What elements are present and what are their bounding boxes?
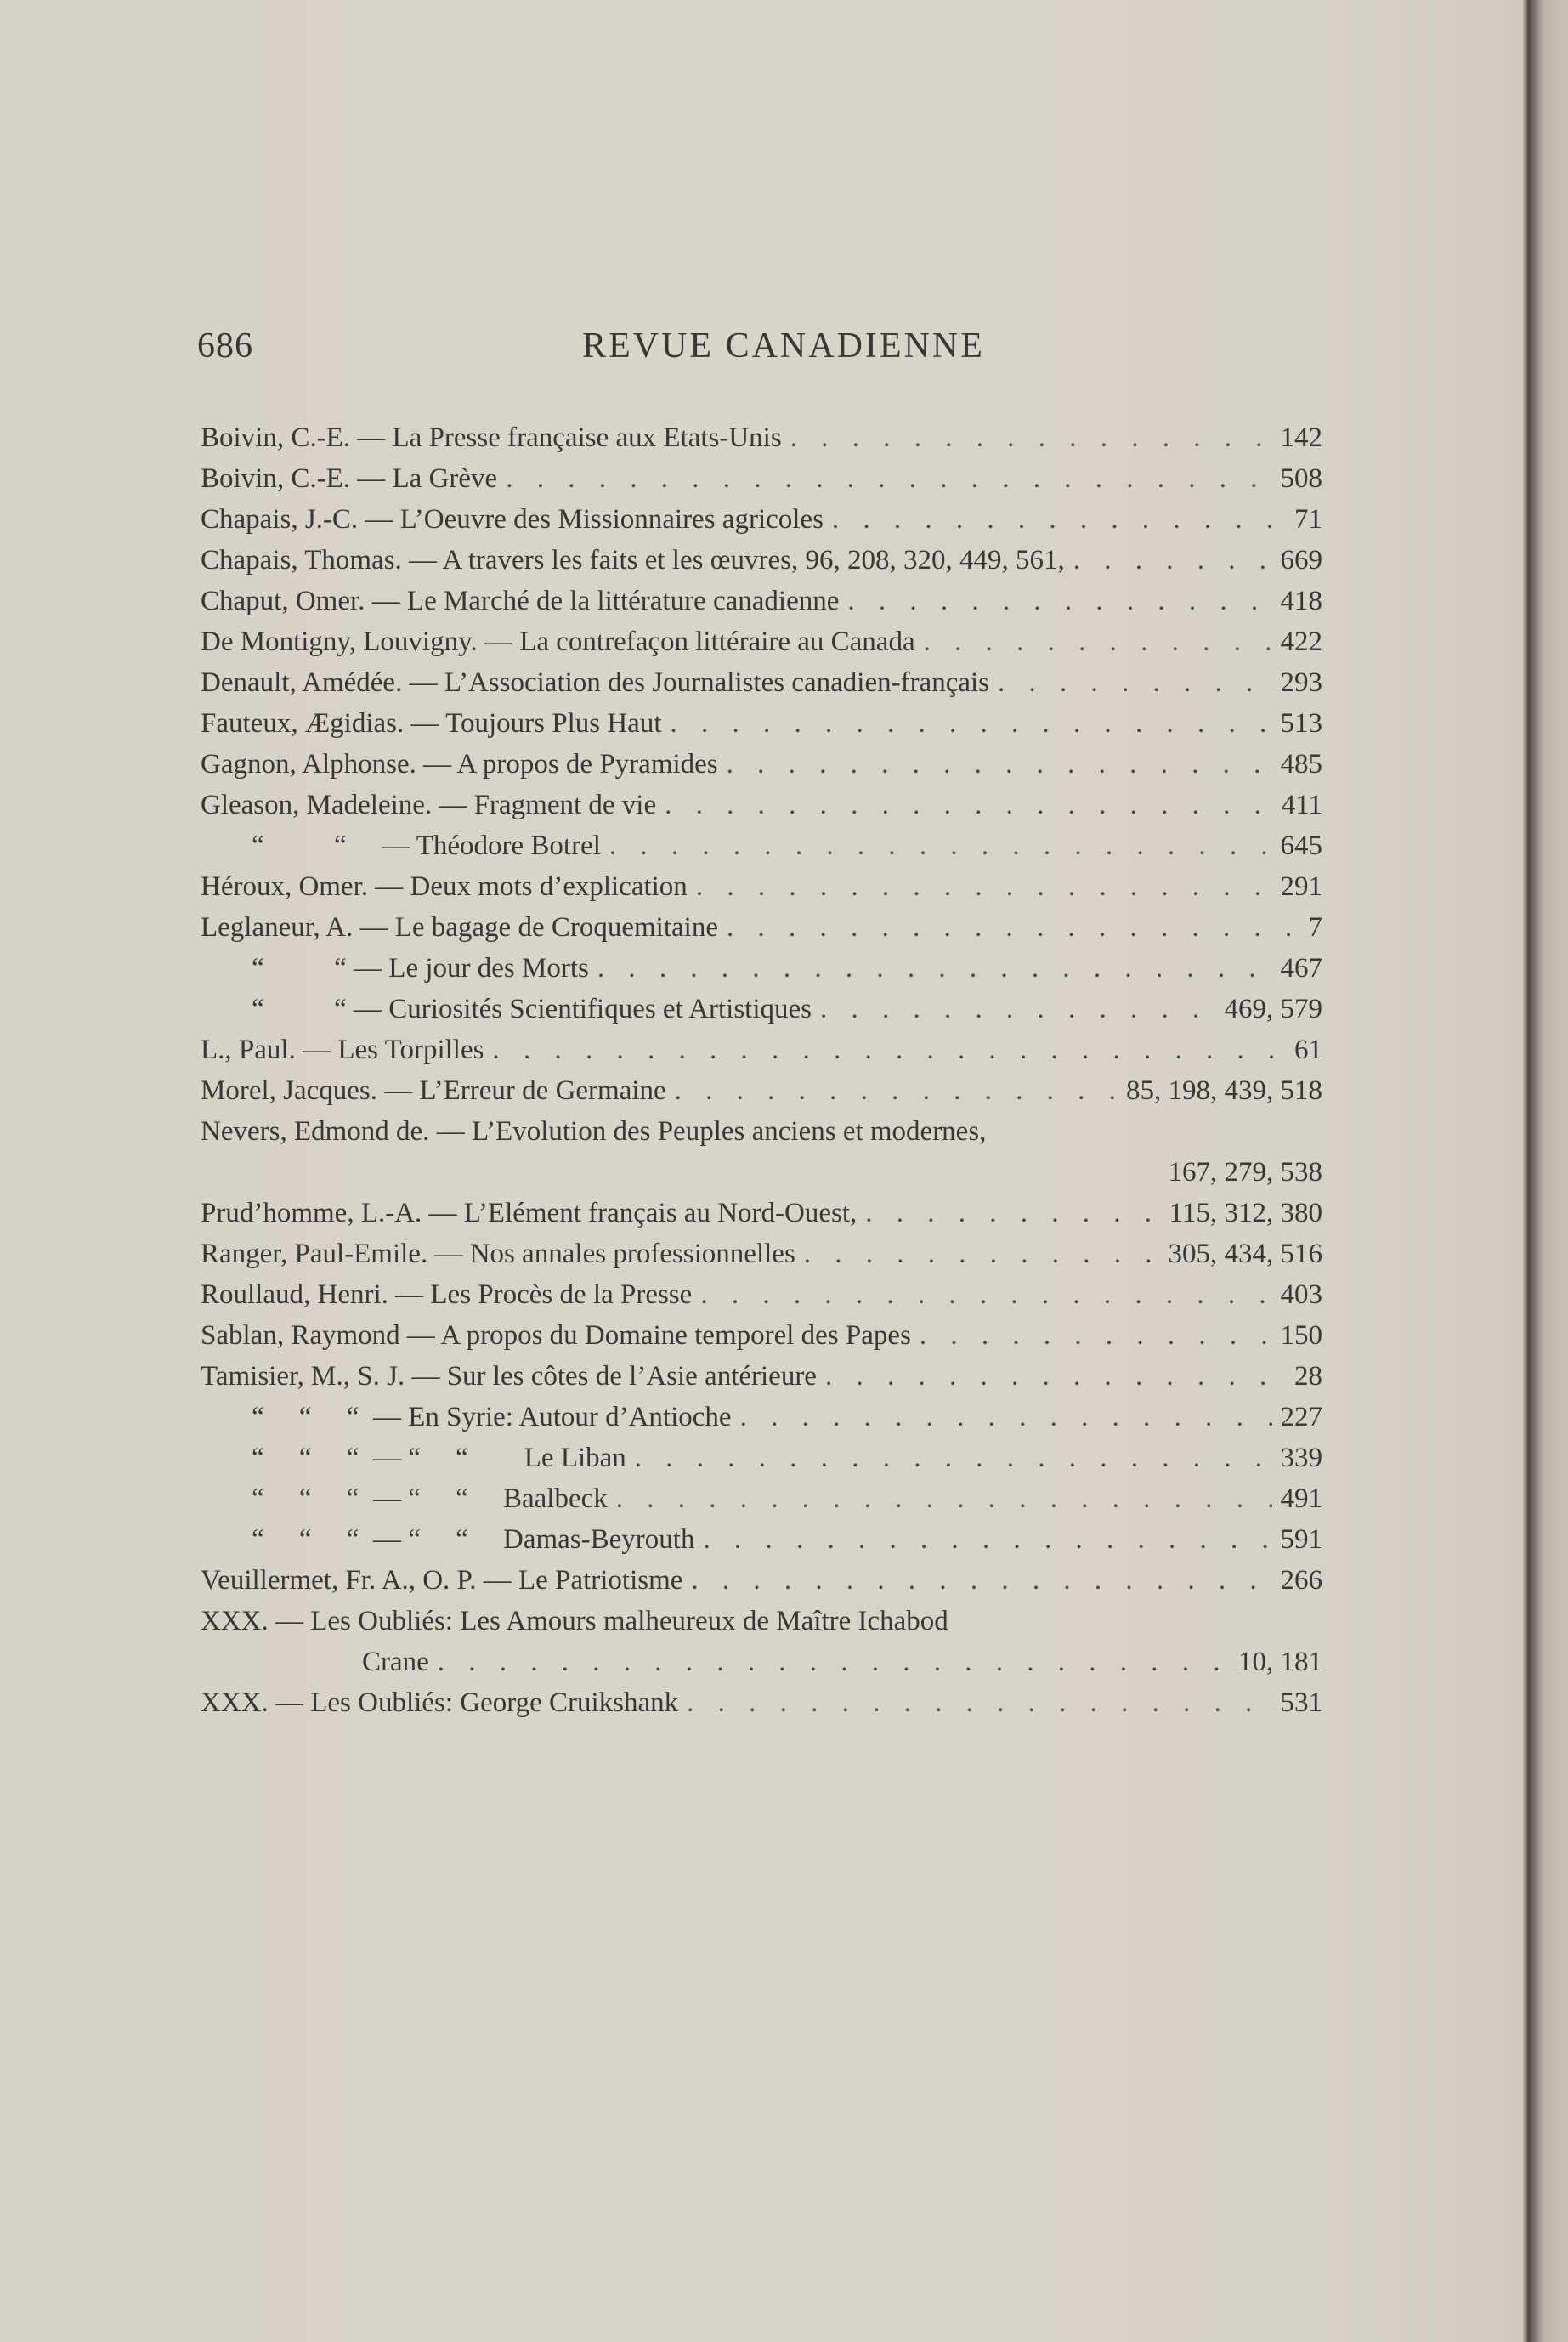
- index-entry-continuation: [201, 1148, 1322, 1188]
- entry-title: — A propos du Domaine temporel des Papes: [399, 1320, 911, 1351]
- leader-dots: [671, 708, 1272, 740]
- index-entry: [201, 821, 1322, 862]
- entry-pages: 305, 434, 516: [1168, 1239, 1322, 1269]
- index-entry: [201, 903, 1322, 944]
- entry-pages: 7: [1308, 912, 1322, 943]
- entry-title: — Toujours Plus Haut: [404, 708, 662, 739]
- index-entry: [201, 1025, 1322, 1066]
- entry-author: Ranger, Paul-Emile.: [201, 1239, 428, 1269]
- entry-pages: 28: [1294, 1361, 1322, 1392]
- entry-title: — La Grève: [350, 463, 498, 494]
- entry-title: — L’Oeuvre des Missionnaires agricoles: [358, 504, 824, 535]
- entry-title: — Le jour des Morts: [346, 953, 589, 984]
- entry-pages: 266: [1280, 1565, 1322, 1596]
- leader-dots: [700, 1279, 1271, 1311]
- entry-pages: 491: [1280, 1483, 1322, 1514]
- entry-pages: 531: [1280, 1687, 1322, 1718]
- index-entry: [201, 984, 1322, 1025]
- entry-author: Morel, Jacques.: [201, 1075, 378, 1106]
- entry-author: Denault, Amédée.: [201, 667, 403, 698]
- leader-dots: [691, 1565, 1271, 1596]
- index-entry: [201, 1311, 1322, 1352]
- leader-dots: [727, 912, 1300, 944]
- leader-dots: [597, 953, 1272, 984]
- leader-dots: [696, 871, 1272, 903]
- entry-title: — Les Oubliés: George Cruikshank: [268, 1687, 679, 1718]
- leader-dots: [675, 1075, 1118, 1107]
- index-entry: [201, 1352, 1322, 1392]
- book-spine-shadow: [1523, 0, 1568, 2342]
- entry-author: Tamisier, M., S. J.: [201, 1361, 405, 1392]
- index-entry: [201, 413, 1322, 454]
- entry-title: — L’Erreur de Germaine: [377, 1075, 666, 1106]
- entry-ditto-marks: “ “ “ — “ “: [252, 1443, 468, 1473]
- entry-author: Chapais, J.-C.: [201, 504, 359, 535]
- entry-pages: 403: [1280, 1279, 1322, 1310]
- entry-pages: 339: [1280, 1443, 1322, 1473]
- entry-author: Roullaud, Henri.: [201, 1279, 388, 1310]
- entry-pages: 422: [1280, 627, 1322, 657]
- leader-dots: [924, 627, 1272, 658]
- leader-dots: [703, 1524, 1271, 1556]
- entry-pages: 71: [1294, 504, 1322, 535]
- entry-pages: 469, 579: [1224, 994, 1322, 1024]
- entry-author: XXX.: [201, 1606, 269, 1636]
- leader-dots: [820, 994, 1215, 1025]
- entry-author: Héroux, Omer.: [201, 871, 369, 902]
- entry-title: — Le bagage de Croquemitaine: [353, 912, 718, 943]
- leader-dots: [727, 749, 1272, 780]
- entry-title: — Théodore Botrel: [346, 831, 601, 861]
- entry-title: Baalbeck: [467, 1483, 608, 1514]
- index-entry: [201, 1515, 1322, 1556]
- index-entry: [201, 1556, 1322, 1596]
- index-entry: [201, 740, 1322, 780]
- entry-title: — Curiosités Scientifiques et Artistiques: [346, 994, 812, 1024]
- entry-title: — L’Evolution des Peuples anciens et modernes,: [429, 1116, 987, 1147]
- index-entry: [201, 1596, 1322, 1637]
- entry-ditto-marks: “ “ “: [252, 1402, 359, 1432]
- index-entry: [201, 658, 1322, 699]
- entry-title: — Deux mots d’explication: [368, 871, 688, 902]
- entry-title: Le Liban: [467, 1443, 626, 1473]
- index-entry: [201, 862, 1322, 903]
- index-entry: [201, 454, 1322, 495]
- entry-title: — En Syrie: Autour d’Antioche: [359, 1402, 732, 1432]
- entry-author: Boivin, C.-E.: [201, 422, 351, 453]
- entry-pages: 10, 181: [1238, 1647, 1322, 1677]
- entry-title: — Le Marché de la littérature canadienne: [365, 586, 840, 616]
- entry-title: — Les Torpilles: [295, 1035, 484, 1065]
- index-entry: [201, 780, 1322, 821]
- entry-title: — Les Oubliés: Les Amours malheureux de Maître Ichabod: [268, 1606, 948, 1636]
- entry-author: Veuillermet, Fr. A., O. P.: [201, 1565, 477, 1596]
- leader-dots: [740, 1402, 1272, 1433]
- entry-pages: 293: [1280, 667, 1322, 698]
- entry-author: Prud’homme, L.-A.: [201, 1198, 422, 1228]
- index-entry: [201, 1678, 1322, 1719]
- entry-author: Boivin, C.-E.: [201, 463, 351, 494]
- entry-pages: 115, 312, 380: [1169, 1198, 1322, 1228]
- index-entry: [201, 1474, 1322, 1515]
- entry-author: Gagnon, Alphonse.: [201, 749, 416, 780]
- entry-author: Fauteux, Ægidias.: [201, 708, 405, 739]
- entry-author: Nevers, Edmond de.: [201, 1116, 430, 1147]
- index-entry: [201, 1270, 1322, 1311]
- index-entry: [201, 699, 1322, 740]
- page-number: 686: [197, 326, 253, 366]
- entry-title: — A travers les faits et les œuvres, 96, 208, 320, 449, 561,: [401, 545, 1065, 576]
- leader-dots: [865, 1198, 1160, 1229]
- index-entry: [201, 1229, 1322, 1270]
- index-entry: [201, 1107, 1322, 1148]
- entry-pages: 142: [1280, 422, 1322, 453]
- leader-dots: [832, 504, 1286, 536]
- entry-pages: 227: [1280, 1402, 1322, 1432]
- leader-dots: [804, 1239, 1160, 1270]
- entry-author: Sablan, Raymond: [201, 1320, 400, 1351]
- index-entry: [201, 1066, 1322, 1107]
- leader-dots: [506, 463, 1271, 495]
- index-entry: [201, 1188, 1322, 1229]
- entry-author: Chapais, Thomas.: [201, 545, 402, 576]
- entry-pages: 467: [1280, 953, 1322, 984]
- journal-title: REVUE CANADIENNE: [582, 326, 985, 366]
- index-entry: [201, 495, 1322, 536]
- entry-title: — L’Association des Journalistes canadien-français: [402, 667, 990, 698]
- index-entries: [201, 413, 1322, 1719]
- entry-pages: 85, 198, 439, 518: [1126, 1075, 1322, 1106]
- entry-title: — A propos de Pyramides: [416, 749, 718, 780]
- leader-dots: [635, 1443, 1272, 1474]
- entry-title: — Fragment de vie: [432, 790, 657, 820]
- entry-title: — La Presse française aux Etats-Unis: [350, 422, 782, 453]
- index-entry: [201, 536, 1322, 576]
- entry-title: — Le Patriotisme: [476, 1565, 683, 1596]
- leader-dots: [609, 831, 1272, 862]
- entry-author: XXX.: [201, 1687, 269, 1718]
- leader-dots: [687, 1687, 1271, 1719]
- entry-pages: 591: [1280, 1524, 1322, 1555]
- entry-ditto-marks: “ “: [252, 953, 347, 984]
- leader-dots: [790, 422, 1272, 454]
- entry-author: Leglaneur, A.: [201, 912, 354, 943]
- entry-author: L., Paul.: [201, 1035, 296, 1065]
- leader-dots: [998, 667, 1271, 699]
- leader-dots: [438, 1647, 1230, 1678]
- entry-pages: 645: [1280, 831, 1322, 861]
- entry-title: — Les Procès de la Presse: [388, 1279, 693, 1310]
- entry-pages: 669: [1280, 545, 1322, 576]
- entry-ditto-marks: “ “ “ — “ “: [252, 1524, 468, 1555]
- index-entry: [201, 1392, 1322, 1433]
- entry-pages: 508: [1280, 463, 1322, 494]
- leader-dots: [665, 790, 1273, 821]
- entry-author: Gleason, Madeleine.: [201, 790, 433, 820]
- entry-pages: 411: [1281, 790, 1322, 820]
- leader-dots: [1073, 545, 1272, 576]
- entry-author: Chaput, Omer.: [201, 586, 365, 616]
- index-entry: [201, 944, 1322, 984]
- index-entry: [201, 1433, 1322, 1474]
- leader-dots: [825, 1361, 1286, 1392]
- page-header: [197, 326, 1327, 377]
- entry-pages: 167, 279, 538: [1168, 1157, 1322, 1188]
- entry-title: Damas-Beyrouth: [467, 1524, 695, 1555]
- entry-pages: 513: [1280, 708, 1322, 739]
- entry-title-continuation: Crane: [362, 1647, 429, 1677]
- entry-ditto-marks: “ “: [252, 994, 347, 1024]
- leader-dots: [920, 1320, 1272, 1352]
- index-entry-continuation: [201, 1637, 1322, 1678]
- entry-title: — L’Elément français au Nord-Ouest,: [422, 1198, 858, 1228]
- entry-author: De Montigny, Louvigny.: [201, 627, 478, 657]
- index-entry: [201, 576, 1322, 617]
- entry-pages: 291: [1280, 871, 1322, 902]
- leader-dots: [847, 586, 1271, 617]
- entry-ditto-marks: “ “ “ — “ “: [252, 1483, 468, 1514]
- entry-title: — Sur les côtes de l’Asie antérieure: [405, 1361, 817, 1392]
- entry-pages: 418: [1280, 586, 1322, 616]
- entry-pages: 150: [1280, 1320, 1322, 1351]
- entry-pages: 485: [1280, 749, 1322, 780]
- leader-dots: [492, 1035, 1286, 1066]
- entry-title: — La contrefaçon littéraire au Canada: [477, 627, 915, 657]
- entry-title: — Nos annales professionnelles: [427, 1239, 795, 1269]
- entry-ditto-marks: “ “: [252, 831, 347, 861]
- index-entry: [201, 617, 1322, 658]
- leader-dots: [616, 1483, 1272, 1515]
- entry-pages: 61: [1294, 1035, 1322, 1065]
